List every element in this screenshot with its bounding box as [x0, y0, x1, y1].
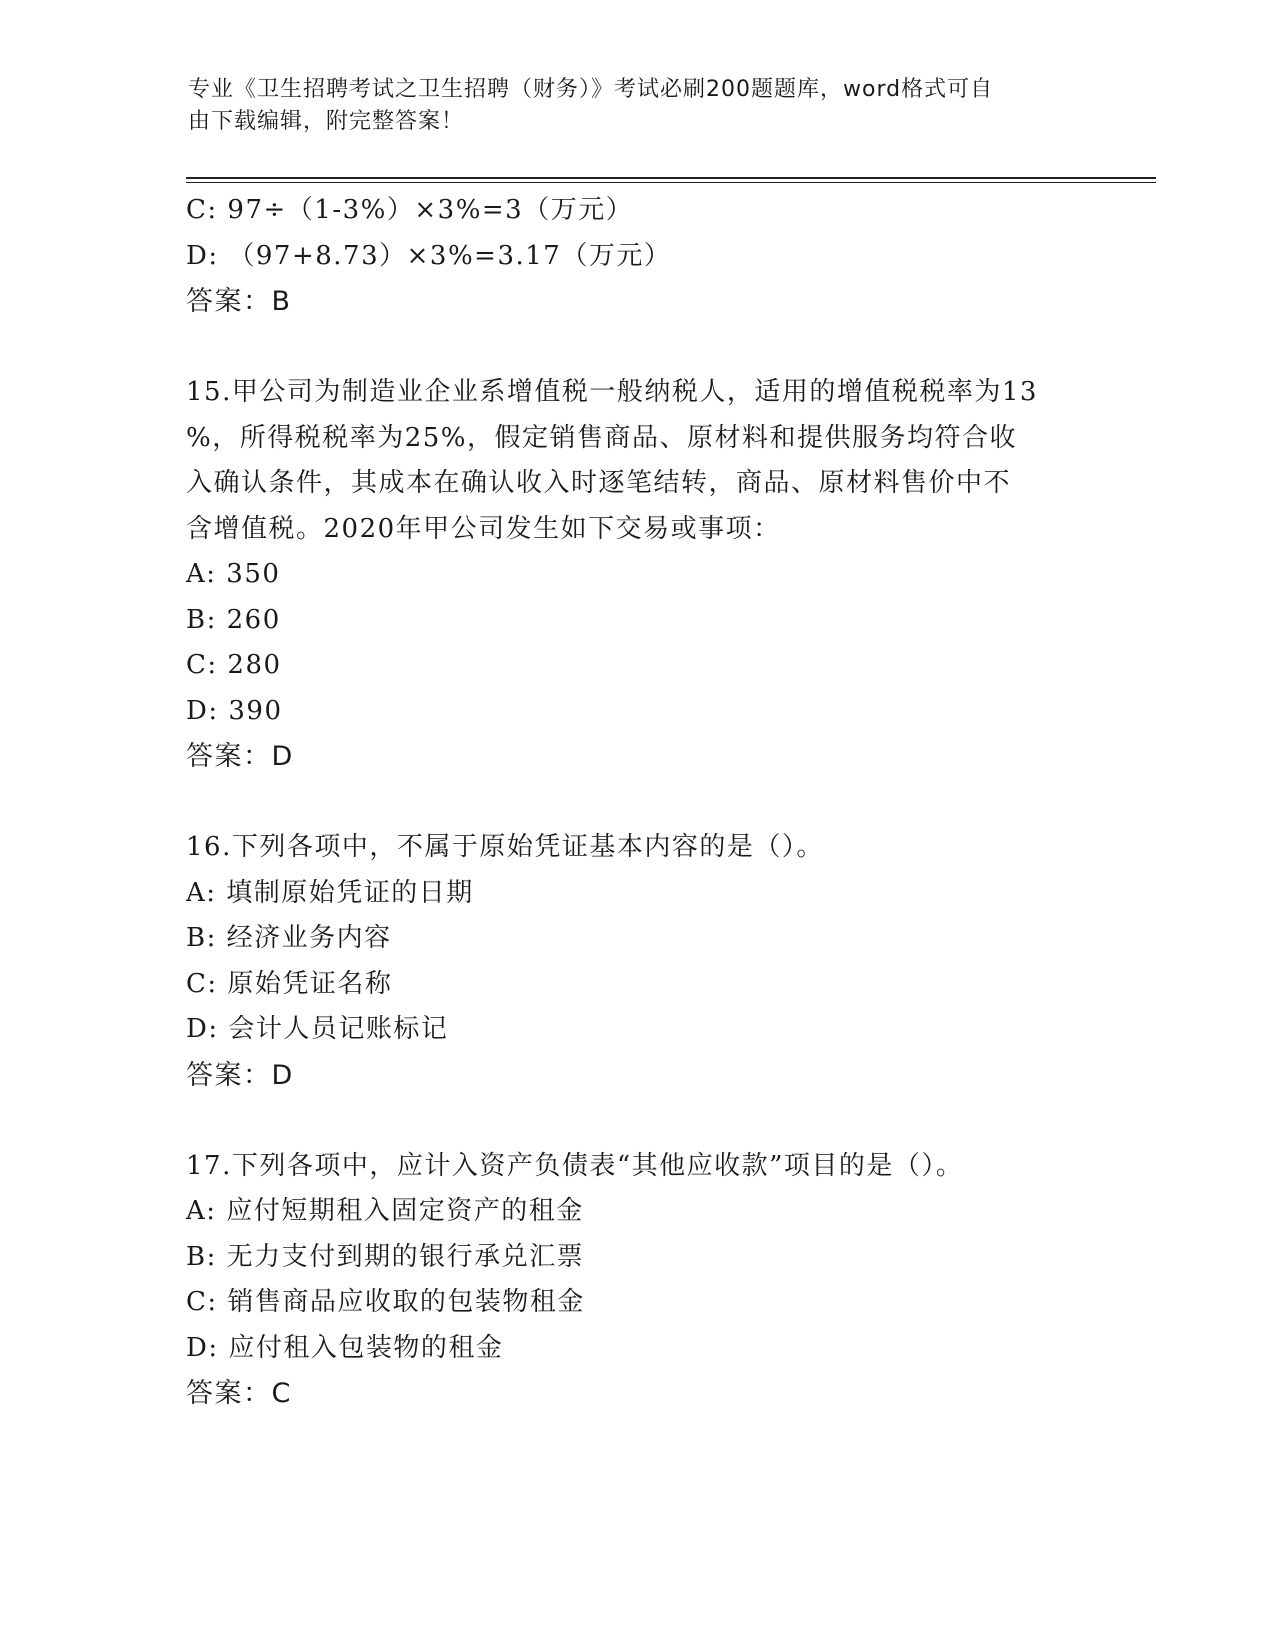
- option-c: C: 原始凭证名称: [186, 968, 393, 999]
- option-a: A: 350: [186, 559, 281, 589]
- question-stem: 16.下列各项中，不属于原始凭证基本内容的是（）。: [186, 832, 824, 862]
- option-a: A: 应付短期租入固定资产的租金: [186, 1196, 584, 1226]
- question-16: [186, 825, 1106, 1098]
- option-b: B: 260: [186, 604, 281, 635]
- question-stem-line: 含增值税。2020年甲公司发生如下交易或事项：: [186, 513, 781, 544]
- option-d: D: 应付租入包装物的租金: [186, 1332, 504, 1363]
- question-stem-line: 15.甲公司为制造业企业系增值税一般纳税人，适用的增值税税率为13: [186, 377, 1038, 407]
- answer: 答案：B: [186, 286, 292, 317]
- header-line-1: 专业《卫生招聘考试之卫生招聘（财务）》考试必刷200题题库，word格式可自: [188, 77, 994, 102]
- option-a: A: 填制原始凭证的日期: [186, 877, 474, 908]
- header-line-2: 由下载编辑，附完整答案！: [188, 109, 465, 134]
- header-rule: [186, 177, 1156, 179]
- option-b: B: 经济业务内容: [186, 923, 392, 953]
- option-d: D: 390: [186, 695, 283, 726]
- option-c: C: 280: [186, 650, 282, 680]
- option-d: D: （97+8.73）×3%=3.17（万元）: [186, 240, 672, 271]
- question-17: [186, 1144, 1106, 1417]
- question-stem-line: 入确认条件，其成本在确认收入时逐笔结转，商品、原材料售价中不: [186, 468, 1012, 498]
- header-rule-thin: [186, 182, 1156, 183]
- document-body: [186, 188, 1106, 1417]
- option-c: C: 97÷（1-3%）×3%=3（万元）: [186, 195, 634, 225]
- answer: 答案：D: [186, 1059, 294, 1091]
- question-14-tail: [186, 188, 1106, 325]
- option-d: D: 会计人员记账标记: [186, 1014, 449, 1044]
- option-b: B: 无力支付到期的银行承兑汇票: [186, 1241, 585, 1272]
- question-stem: 17.下列各项中，应计入资产负债表“其他应收款”项目的是（）。: [186, 1150, 964, 1181]
- option-c: C: 销售商品应收取的包装物租金: [186, 1287, 585, 1317]
- answer: 答案：C: [186, 1378, 292, 1409]
- page-header: [188, 74, 1078, 138]
- question-15: [186, 370, 1106, 780]
- question-stem-line: %，所得税税率为25%，假定销售商品、原材料和提供服务均符合收: [186, 422, 1017, 453]
- answer: 答案：D: [186, 741, 294, 772]
